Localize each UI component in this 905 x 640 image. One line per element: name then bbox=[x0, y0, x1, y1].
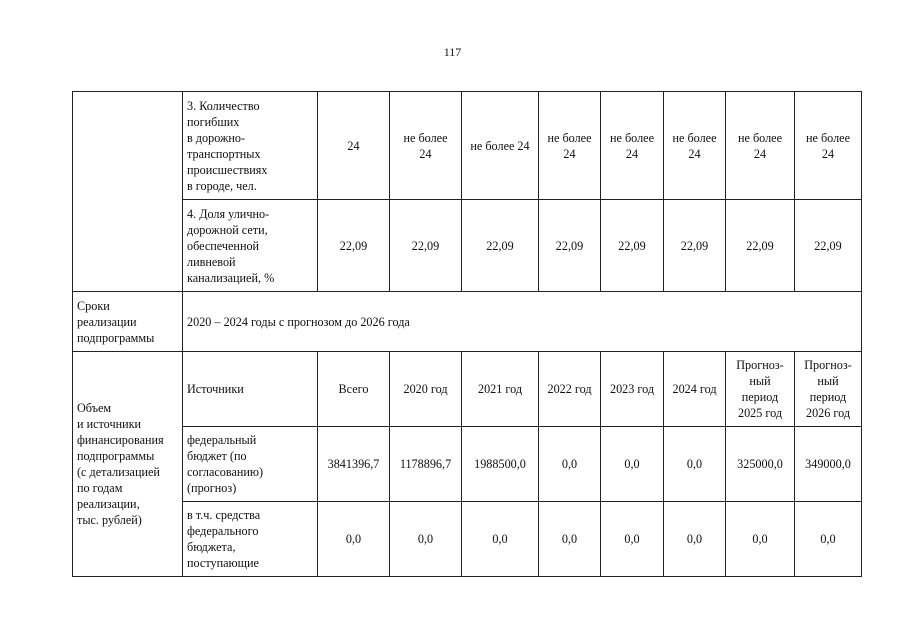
terms-value: 2020 – 2024 годы с прогнозом до 2026 года bbox=[183, 292, 862, 352]
indicator-value: 22,09 bbox=[539, 200, 601, 292]
terms-label: Сроки реализации подпрограммы bbox=[73, 292, 183, 352]
indicator-value: не более 24 bbox=[795, 92, 862, 200]
amount-cell: 0,0 bbox=[726, 502, 795, 577]
amount-cell: 0,0 bbox=[601, 502, 664, 577]
subprogram-passport-table bbox=[72, 91, 862, 577]
table-row bbox=[73, 502, 862, 577]
indicator-value: не более 24 bbox=[664, 92, 726, 200]
indicator-value: 22,09 bbox=[390, 200, 462, 292]
indicator-value: не более 24 bbox=[601, 92, 664, 200]
amount-cell: 1988500,0 bbox=[462, 427, 539, 502]
column-header: 2020 год bbox=[390, 352, 462, 427]
column-header: 2021 год bbox=[462, 352, 539, 427]
table-row bbox=[73, 352, 862, 427]
indicator-value: 22,09 bbox=[664, 200, 726, 292]
indicator-value: не более 24 bbox=[462, 92, 539, 200]
empty-label-cell bbox=[73, 92, 183, 292]
indicator-value: не более 24 bbox=[539, 92, 601, 200]
amount-cell: 0,0 bbox=[539, 427, 601, 502]
table-row bbox=[73, 200, 862, 292]
amount-cell: 0,0 bbox=[601, 427, 664, 502]
column-header: 2024 год bbox=[664, 352, 726, 427]
sources-header: Источники bbox=[183, 352, 318, 427]
column-header: Прогноз- ный период 2025 год bbox=[726, 352, 795, 427]
column-header: 2022 год bbox=[539, 352, 601, 427]
page-number: 117 bbox=[443, 45, 462, 59]
amount-cell: 0,0 bbox=[390, 502, 462, 577]
indicator-value: 22,09 bbox=[795, 200, 862, 292]
amount-cell: 325000,0 bbox=[726, 427, 795, 502]
amount-cell: 0,0 bbox=[462, 502, 539, 577]
indicator-value: 22,09 bbox=[601, 200, 664, 292]
financing-label: Объем и источники финансирования подпрограммы (с детализацией по годам реализации, тыс. рублей) bbox=[73, 352, 183, 577]
amount-cell: 349000,0 bbox=[795, 427, 862, 502]
column-header: Всего bbox=[318, 352, 390, 427]
indicator-value: 22,09 bbox=[318, 200, 390, 292]
column-header: Прогноз- ный период 2026 год bbox=[795, 352, 862, 427]
table-row bbox=[73, 92, 862, 200]
table-row bbox=[73, 292, 862, 352]
indicator-value: не более 24 bbox=[726, 92, 795, 200]
amount-cell: 1178896,7 bbox=[390, 427, 462, 502]
source-label: федеральный бюджет (по согласованию) (прогноз) bbox=[183, 427, 318, 502]
indicator-value: 22,09 bbox=[726, 200, 795, 292]
amount-cell: 3841396,7 bbox=[318, 427, 390, 502]
indicator-value: не более 24 bbox=[390, 92, 462, 200]
indicator-label: 4. Доля улично- дорожной сети, обеспеченной ливневой канализацией, % bbox=[183, 200, 318, 292]
indicator-label: 3. Количество погибших в дорожно- транспортных происшествиях в городе, чел. bbox=[183, 92, 318, 200]
amount-cell: 0,0 bbox=[539, 502, 601, 577]
column-header: 2023 год bbox=[601, 352, 664, 427]
amount-cell: 0,0 bbox=[664, 427, 726, 502]
indicator-value: 22,09 bbox=[462, 200, 539, 292]
amount-cell: 0,0 bbox=[664, 502, 726, 577]
table-row bbox=[73, 427, 862, 502]
indicator-value: 24 bbox=[318, 92, 390, 200]
amount-cell: 0,0 bbox=[795, 502, 862, 577]
amount-cell: 0,0 bbox=[318, 502, 390, 577]
source-label: в т.ч. средства федерального бюджета, поступающие bbox=[183, 502, 318, 577]
